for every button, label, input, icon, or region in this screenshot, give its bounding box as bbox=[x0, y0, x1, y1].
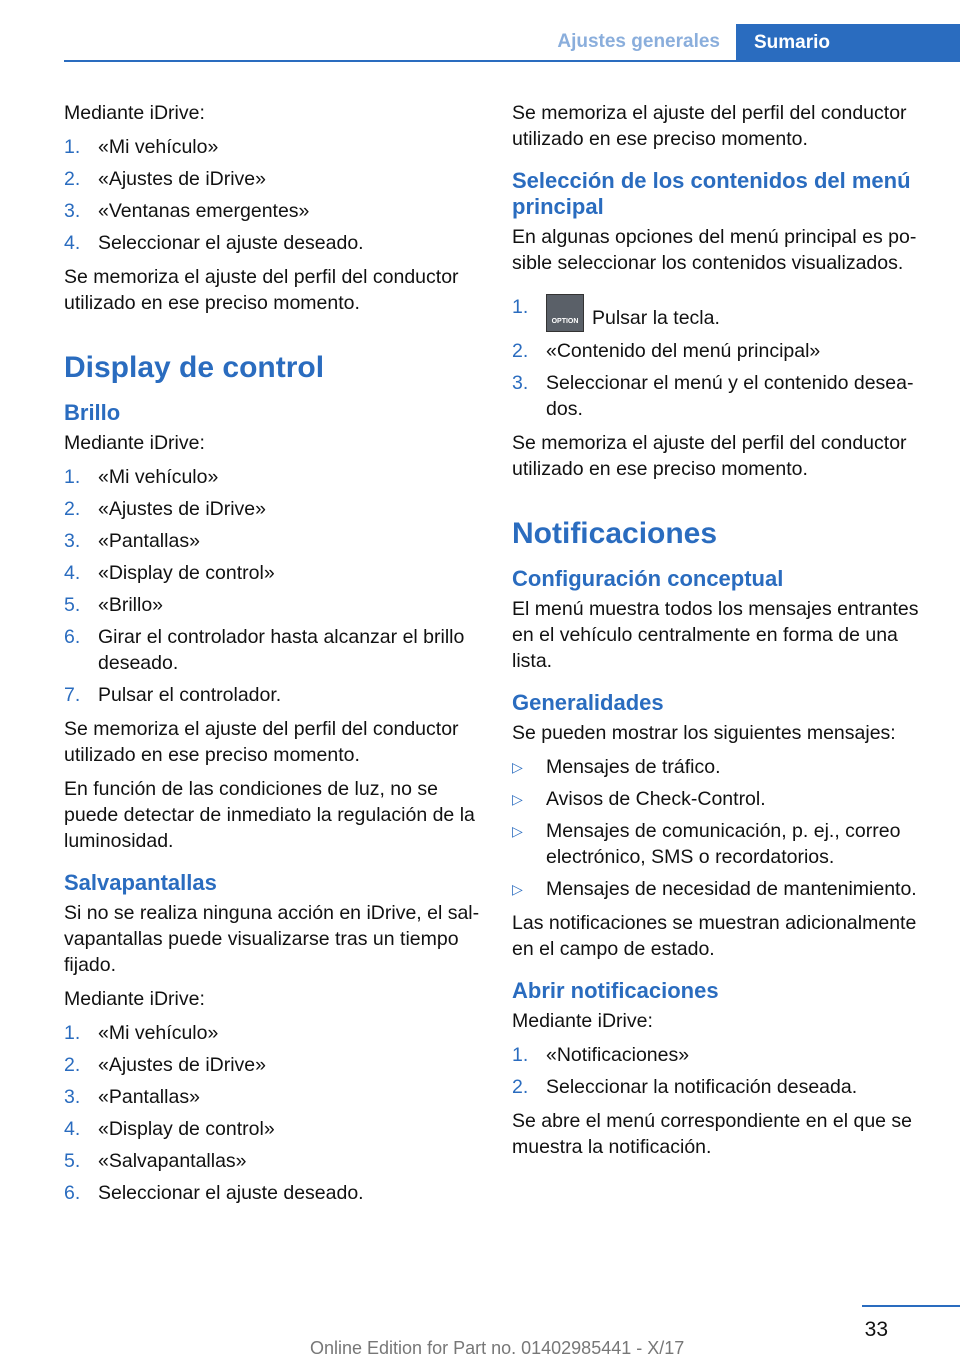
paragraph: Mediante iDrive: bbox=[64, 432, 205, 454]
step-number: 6. bbox=[64, 1182, 81, 1204]
step-text: «Salvapantallas» bbox=[98, 1150, 247, 1172]
list-item bbox=[64, 1052, 482, 1078]
step-number: 1. bbox=[64, 466, 81, 488]
step-text: Girar el controlador hasta alcanzar el brillo deseado. bbox=[98, 626, 465, 674]
step-number: 1. bbox=[512, 296, 529, 318]
list-item bbox=[64, 1084, 482, 1110]
step-number: 4. bbox=[64, 562, 81, 584]
step-text: «Ajustes de iDrive» bbox=[98, 498, 266, 520]
steps-list bbox=[512, 1042, 930, 1100]
step-text: «Ventanas emergentes» bbox=[98, 200, 310, 222]
list-item bbox=[64, 1180, 482, 1206]
step-text: Seleccionar la notificación deseada. bbox=[546, 1076, 858, 1098]
edition-note: Online Edition for Part no. 01402985441 - X/17 bbox=[310, 1338, 685, 1358]
left-column bbox=[64, 100, 482, 1214]
subsection-heading: Selección de los contenidos del menú principal bbox=[512, 168, 911, 219]
list-item bbox=[64, 134, 482, 160]
paragraph: Se memoriza el ajuste del perfil del conductor utilizado en ese preciso momento. bbox=[512, 432, 907, 480]
steps-list bbox=[64, 134, 482, 256]
list-item bbox=[512, 754, 930, 780]
step-number: 3. bbox=[64, 530, 81, 552]
list-item bbox=[64, 464, 482, 490]
step-text: «Mi vehículo» bbox=[98, 466, 219, 488]
list-item bbox=[64, 560, 482, 586]
triangle-bullet-icon: ▷ bbox=[512, 759, 523, 775]
paragraph: En función de las condiciones de luz, no se puede detectar de inmediato la regulación de la luminosidad. bbox=[64, 778, 475, 852]
list-item bbox=[64, 682, 482, 708]
triangle-bullet-icon: ▷ bbox=[512, 791, 523, 807]
step-text: Pulsar la tecla. bbox=[592, 307, 720, 329]
step-text: Pulsar el controlador. bbox=[98, 684, 282, 706]
paragraph: Se memoriza el ajuste del perfil del conductor utilizado en ese preciso momento. bbox=[64, 266, 459, 314]
step-text: «Ajustes de iDrive» bbox=[98, 1054, 266, 1076]
list-item bbox=[64, 592, 482, 618]
list-item bbox=[512, 1042, 930, 1068]
step-number: 4. bbox=[64, 1118, 81, 1140]
paragraph: Mediante iDrive: bbox=[64, 102, 205, 124]
summary-tab[interactable]: Sumario bbox=[736, 24, 960, 62]
step-number: 7. bbox=[64, 684, 81, 706]
step-number: 2. bbox=[64, 168, 81, 190]
step-text: Seleccionar el ajuste deseado. bbox=[98, 232, 364, 254]
section-title: Ajustes generales bbox=[557, 31, 720, 52]
bullet-text: Avisos de Check-Control. bbox=[546, 788, 766, 810]
list-item bbox=[64, 1020, 482, 1046]
step-number: 3. bbox=[512, 372, 529, 394]
step-text: «Contenido del menú principal» bbox=[546, 340, 821, 362]
list-item bbox=[512, 370, 930, 422]
steps-list bbox=[64, 464, 482, 708]
paragraph: Se pueden mostrar los siguientes mensajes: bbox=[512, 722, 896, 744]
list-item bbox=[512, 876, 930, 902]
subsection-heading: Configuración conceptual bbox=[512, 566, 784, 591]
list-item bbox=[64, 230, 482, 256]
list-item bbox=[512, 786, 930, 812]
step-number: 4. bbox=[64, 232, 81, 254]
list-item bbox=[512, 338, 930, 364]
list-item bbox=[64, 528, 482, 554]
step-number: 6. bbox=[64, 626, 81, 648]
bullet-text: Mensajes de comunicación, p. ej., correo electrónico, SMS o recordatorios. bbox=[546, 820, 901, 868]
step-text: «Notificaciones» bbox=[546, 1044, 690, 1066]
step-number: 3. bbox=[64, 1086, 81, 1108]
list-item bbox=[512, 818, 930, 870]
step-text: «Display de control» bbox=[98, 1118, 275, 1140]
header-rule bbox=[64, 60, 960, 62]
step-number: 1. bbox=[512, 1044, 529, 1066]
paragraph: Mediante iDrive: bbox=[64, 988, 205, 1010]
list-item bbox=[64, 496, 482, 522]
step-number: 3. bbox=[64, 200, 81, 222]
step-text: «Mi vehículo» bbox=[98, 1022, 219, 1044]
bullet-list bbox=[512, 754, 930, 902]
step-number: 1. bbox=[64, 136, 81, 158]
list-item bbox=[64, 624, 482, 676]
subsection-heading: Abrir notificaciones bbox=[512, 978, 719, 1003]
right-column bbox=[512, 100, 930, 1168]
step-text: «Display de control» bbox=[98, 562, 275, 584]
paragraph: Se memoriza el ajuste del perfil del conductor utilizado en ese preciso momento. bbox=[512, 102, 907, 150]
paragraph: En algunas opciones del menú principal es posible seleccionar los contenidos visualizados. bbox=[512, 226, 917, 274]
step-text: «Pantallas» bbox=[98, 1086, 200, 1108]
subsection-heading: Brillo bbox=[64, 400, 121, 425]
paragraph: Las notificaciones se muestran adicionalmente en el campo de estado. bbox=[512, 912, 917, 960]
subsection-heading: Salvapantallas bbox=[64, 870, 217, 895]
triangle-bullet-icon: ▷ bbox=[512, 823, 523, 839]
step-text: Seleccionar el ajuste deseado. bbox=[98, 1182, 364, 1204]
section-heading: Display de control bbox=[64, 351, 325, 384]
step-number: 2. bbox=[512, 340, 529, 362]
step-text: «Brillo» bbox=[98, 594, 164, 616]
step-text: «Mi vehículo» bbox=[98, 136, 219, 158]
paragraph: El menú muestra todos los mensajes entrantes en el vehículo centralmente en forma de una lista. bbox=[512, 598, 919, 672]
steps-list bbox=[512, 294, 930, 422]
step-number: 1. bbox=[64, 1022, 81, 1044]
list-item bbox=[512, 1074, 930, 1100]
step-text: «Pantallas» bbox=[98, 530, 200, 552]
paragraph: Se memoriza el ajuste del perfil del conductor utilizado en ese preciso momento. bbox=[64, 718, 459, 766]
step-number: 2. bbox=[64, 498, 81, 520]
step-number: 5. bbox=[64, 594, 81, 616]
subsection-heading: Generalidades bbox=[512, 690, 664, 715]
footer-rule bbox=[862, 1305, 960, 1307]
list-item bbox=[64, 1148, 482, 1174]
bullet-text: Mensajes de tráfico. bbox=[546, 756, 721, 778]
page-number: 33 bbox=[864, 1318, 888, 1341]
step-number: 2. bbox=[64, 1054, 81, 1076]
list-item bbox=[64, 198, 482, 224]
paragraph: Si no se realiza ninguna acción en iDrive, el salvapantallas puede visualizarse tras un tiempo fijado. bbox=[64, 902, 480, 976]
step-number: 5. bbox=[64, 1150, 81, 1172]
page-header bbox=[0, 0, 960, 64]
steps-list bbox=[64, 1020, 482, 1206]
step-text: Seleccionar el menú y el contenido deseados. bbox=[546, 372, 914, 420]
list-item bbox=[512, 294, 930, 332]
paragraph: Se abre el menú correspondiente en el que se muestra la notificación. bbox=[512, 1110, 913, 1158]
section-heading: Notificaciones bbox=[512, 517, 718, 550]
list-item bbox=[64, 1116, 482, 1142]
triangle-bullet-icon: ▷ bbox=[512, 881, 523, 897]
step-text: «Ajustes de iDrive» bbox=[98, 168, 266, 190]
bullet-text: Mensajes de necesidad de mantenimiento. bbox=[546, 878, 917, 900]
list-item bbox=[64, 166, 482, 192]
paragraph: Mediante iDrive: bbox=[512, 1010, 653, 1032]
option-key-icon: OPTION bbox=[546, 294, 584, 332]
step-number: 2. bbox=[512, 1076, 529, 1098]
